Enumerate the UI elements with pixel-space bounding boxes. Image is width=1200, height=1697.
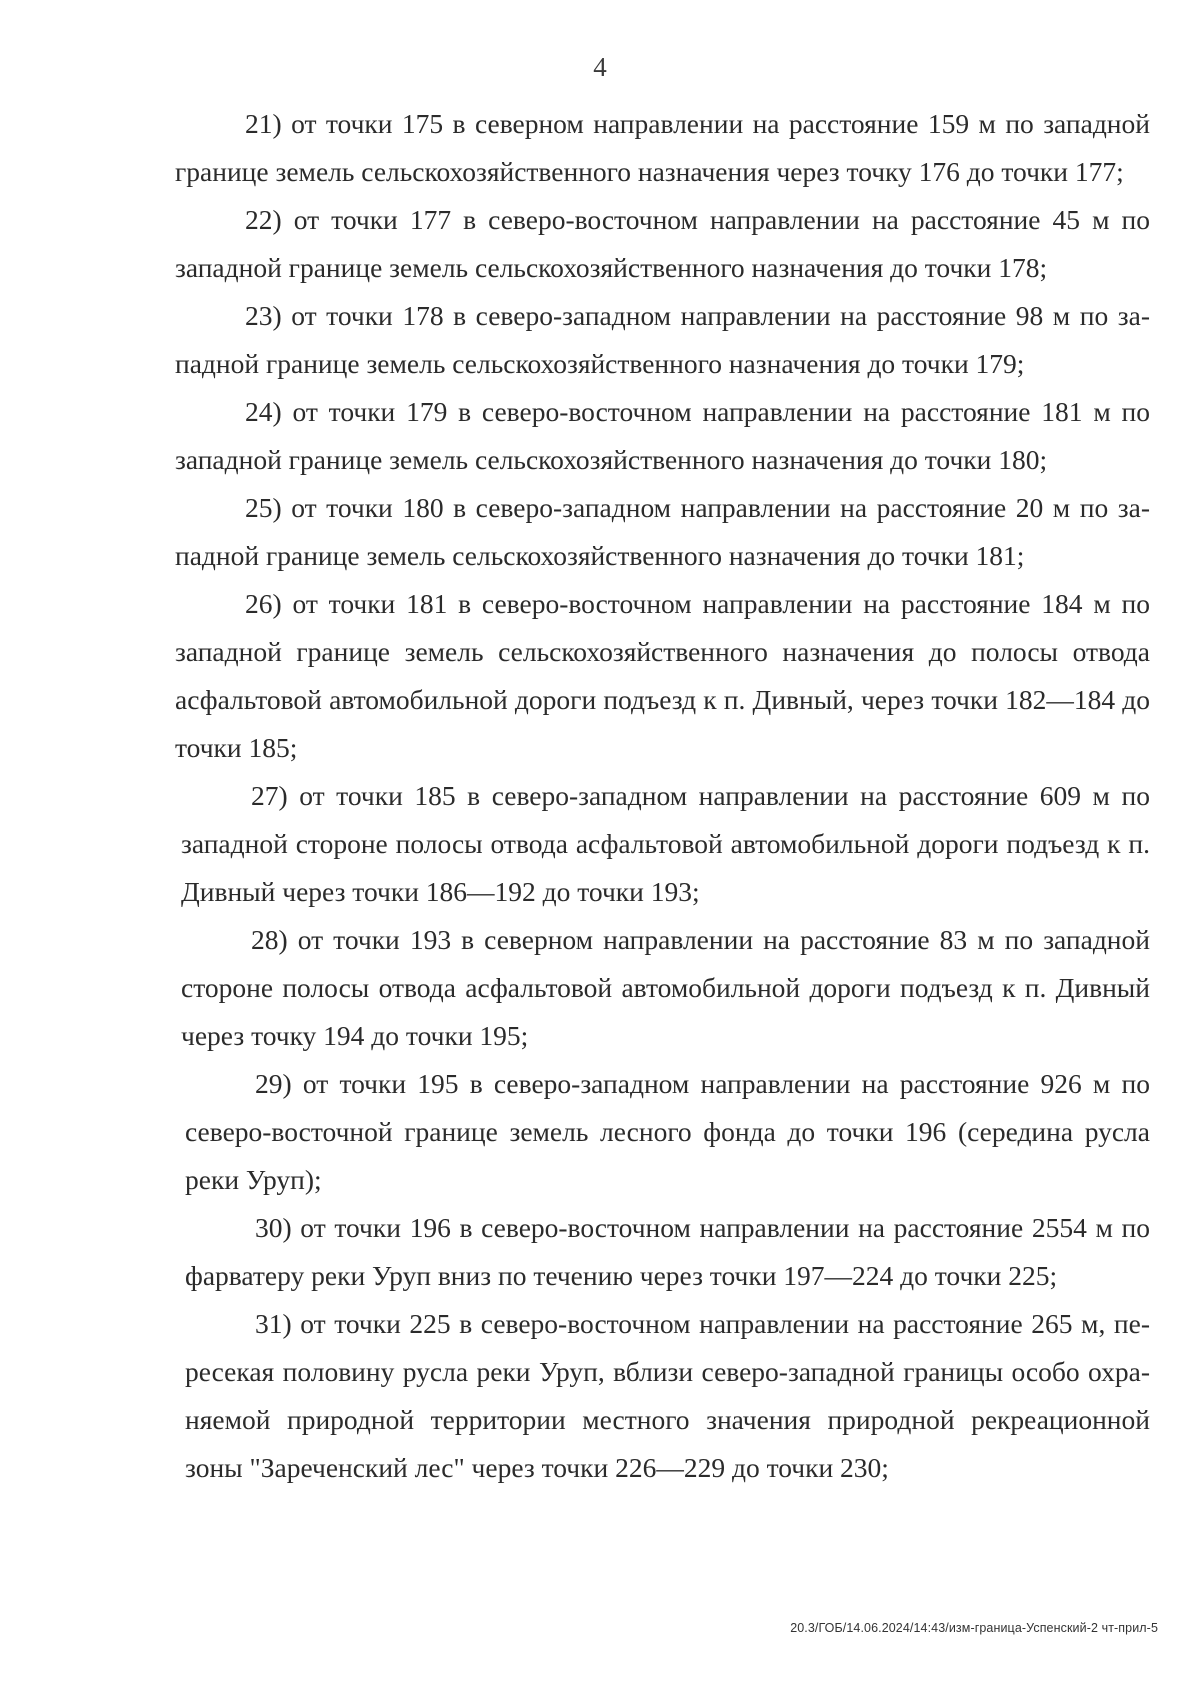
document-body [175, 100, 1150, 1492]
paragraph-24: 24) от точки 179 в северо-восточном направлении на расстояние 181 м по западной границе земель сельскохозяйственного назначения до точки 180; [175, 396, 1150, 475]
document-footer-code: 20.3/ГОБ/14.06.2024/14:43/изм-граница-Успенский-2 чт-прил-5 [790, 1621, 1158, 1635]
paragraph-28: 28) от точки 193 в северном направлении на расстояние 83 м по западной стороне полосы отвода асфальтовой автомобильной дороги подъезд к п. Дивный через точку 194 до точки 195; [181, 924, 1150, 1051]
paragraph-31: 31) от точки 225 в северо-восточном направлении на расстояние 265 м, пересекая половину русла реки Уруп, вблизи северо-западной границы особо охраняемой природной территории местного значения природной рекреационной зоны "Зареченский лес" через точки 226—229 до точки 230; [185, 1308, 1150, 1483]
paragraph-29: 29) от точки 195 в северо-западном направлении на расстояние 926 м по северо-восточной границе земель лесного фонда до точки 196 (середина русла реки Уруп); [185, 1068, 1150, 1195]
paragraph-25: 25) от точки 180 в северо-западном направлении на расстояние 20 м по западной границе земель сельскохозяйственного назначения до точки 181; [175, 492, 1150, 571]
page-number: 4 [593, 52, 607, 82]
paragraph-26: 26) от точки 181 в северо-восточном направлении на расстояние 184 м по западной границе земель сельскохозяйственного назначения до полосы отвода асфальтовой автомобильной дороги подъезд к п. Дивный, через точки 182—184 до точки 185; [175, 588, 1150, 763]
paragraph-22: 22) от точки 177 в северо-восточном направлении на расстояние 45 м по западной границе земель сельскохозяйственного назначения до точки 178; [175, 204, 1150, 283]
paragraph-21: 21) от точки 175 в северном направлении на расстояние 159 м по западной границе земель сельскохозяйственного назначения через точку 176 до точки 177; [175, 108, 1150, 187]
paragraph-23: 23) от точки 178 в северо-западном направлении на расстояние 98 м по западной границе земель сельскохозяйственного назначения до точки 179; [175, 300, 1150, 379]
paragraph-30: 30) от точки 196 в северо-восточном направлении на расстояние 2554 м по фарватеру реки Уруп вниз по течению через точки 197—224 до точки 225; [185, 1212, 1150, 1291]
paragraph-27: 27) от точки 185 в северо-западном направлении на расстояние 609 м по западной стороне полосы отвода асфальтовой автомобильной дороги подъезд к п. Дивный через точки 186—192 до точки 193; [181, 780, 1150, 907]
